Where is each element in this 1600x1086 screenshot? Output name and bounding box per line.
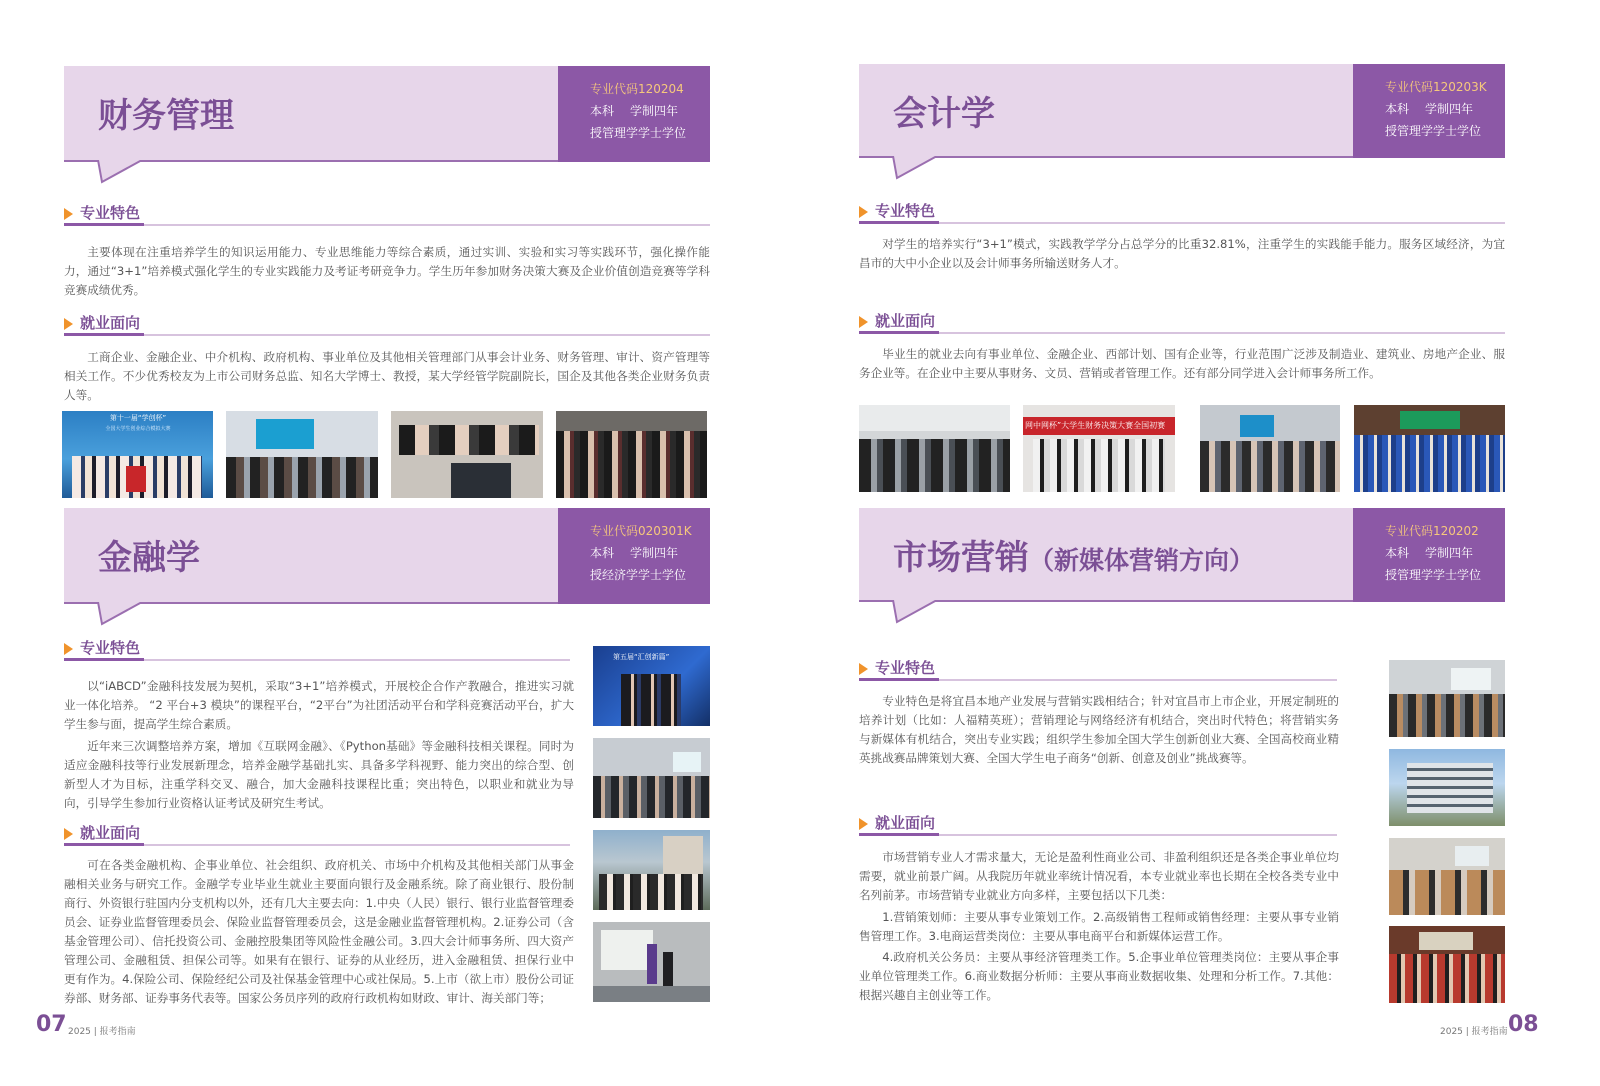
degree-level: 本科 xyxy=(590,104,615,118)
section-heading-features xyxy=(859,200,1505,224)
banner-finance xyxy=(64,508,710,604)
banner-accounting xyxy=(859,64,1505,158)
photo-computer-lab xyxy=(226,411,378,498)
major-code: 专业代码120202 xyxy=(1385,524,1479,538)
degree-level: 本科 xyxy=(590,546,615,560)
arrow-marker-icon xyxy=(859,206,865,218)
major-title xyxy=(893,530,1254,579)
degree-award: 授管理学学士学位 xyxy=(590,126,687,140)
photo-classroom-desks xyxy=(1389,838,1505,915)
page-number: 08 xyxy=(1508,1012,1539,1037)
section-title: 专业特色 xyxy=(80,639,141,657)
study-duration: 学制四年 xyxy=(630,104,679,118)
photo-caption: 第十一届“学创杯” xyxy=(109,414,167,422)
photo-caption: 全国大学生创业综合模拟大赛 xyxy=(105,426,171,432)
features-text-1: 以“iABCD”金融科技发展为契机，采取“3+1”培养模式，开展校企合作产教融合，推进实习就业一体化培养。 “2 平台+3 模块”的课程平台，“2平台”为社团活动平台和学科竞赛活动平台，扩大学生参与面，提高学生综合素质。 xyxy=(64,679,574,731)
photo-award-ceremony xyxy=(62,411,213,498)
major-subtitle: （新媒体营销方向） xyxy=(1029,546,1255,575)
photo-campus-building xyxy=(1389,749,1505,826)
major-title: 金融学 xyxy=(98,538,200,578)
major-info-box xyxy=(1353,508,1505,602)
section-title: 就业面向 xyxy=(875,312,936,330)
page-tag: 2025 | 报考指南 xyxy=(1440,1027,1508,1037)
major-title: 会计学 xyxy=(893,94,995,134)
arrow-marker-icon xyxy=(859,316,865,328)
major-title: 财务管理 xyxy=(98,96,234,136)
banner-finance-mgmt xyxy=(64,66,710,162)
degree-award: 授管理学学士学位 xyxy=(1385,568,1482,582)
section-title: 专业特色 xyxy=(80,204,141,222)
jobs-text: 可在各类金融机构、企事业单位、社会组织、政府机关、市场中介机构及其他相关部门从事金融相关业务与研究工作。金融学专业毕业生就业主要面向银行及金融系统。除了商业银行、股份制商行、外资银行驻国内分支机构以外，还有几大主要去向：1.中央（人民）银行、银行业监督管理委员会、证券业监督管理委员会、保险业监督管理委员会，这是金融业监督管理机构。2.证券公司（含基金管理公司）、信托投资公司、金融控股集团等风险性金融公司。3.四大会计师事务所、四大资产管理公司、金融租赁、担保公司等。如果有在银行、证券的从业经历，进入金融租赁、担保行业中更有作为。4.保险公司、保险经纪公司及社保基金管理中心或社保局。5.上市（欲上市）股份公司证券部、财务部、证券事务代表等。国家公务员序列的政府行政机构如财政、审计、海关部门等； xyxy=(64,858,574,1005)
page-tag: 2025 | 报考指南 xyxy=(68,1027,136,1037)
section-heading-jobs xyxy=(64,822,570,846)
section-title: 专业特色 xyxy=(875,202,936,220)
photo-classroom xyxy=(1389,660,1505,737)
major-code: 专业代码020301K xyxy=(590,524,692,538)
photo-group-outdoor xyxy=(593,830,710,910)
features-text: 对学生的培养实行“3+1”模式，实践教学学分占总学分的比重32.81%，注重学生的实践能手能力。服务区域经济，为宜昌市的大中小企业以及会计师事务所输送财务人才。 xyxy=(859,237,1505,270)
banner-tail xyxy=(94,160,144,184)
major-code: 专业代码120204 xyxy=(590,82,684,96)
arrow-marker-icon xyxy=(859,818,865,830)
section-heading-jobs xyxy=(859,310,1505,334)
photo-computer-lab xyxy=(859,405,1010,492)
photo-caption: 网中网杯”大学生财务决策大赛全国初赛 xyxy=(1025,421,1166,430)
major-title-text: 市场营销 xyxy=(893,538,1029,578)
section-title: 就业面向 xyxy=(80,824,141,842)
photo-students-studying xyxy=(391,411,543,498)
major-info-box xyxy=(558,508,710,604)
jobs-text-2: 1.营销策划师：主要从事专业策划工作。2.高级销售工程师或销售经理：主要从事专业销售管理工作。3.电商运营类岗位：主要从事电商平台和新媒体运营工作。 xyxy=(859,910,1339,943)
banner-marketing xyxy=(859,508,1505,602)
photo-caption: 第五届“汇创新篇” xyxy=(613,653,670,661)
jobs-text: 毕业生的就业去向有事业单位、金融企业、西部计划、国有企业等，行业范围广泛涉及制造业、建筑业、房地产企业、服务企业等。在企业中主要从事财务、文员、营销或者管理工作。还有部分同学进入会计师事务所工作。 xyxy=(859,347,1505,380)
study-duration: 学制四年 xyxy=(1425,546,1474,560)
photo-classroom xyxy=(593,738,710,818)
study-duration: 学制四年 xyxy=(630,546,679,560)
section-title: 就业面向 xyxy=(875,814,936,832)
degree-level: 本科 xyxy=(1385,546,1410,560)
photo-contest-group xyxy=(1023,405,1175,492)
photo-lecture-hall xyxy=(556,411,707,498)
section-heading-features xyxy=(64,637,570,661)
jobs-text-3: 4.政府机关公务员：主要从事经济管理类工作。5.企事业单位管理类岗位：主要从事企事业单位管理类工作。6.商业数据分析师：主要从事商业数据收集、处理和分析工作。7.其他：根据兴趣自主创业等工作。 xyxy=(859,950,1339,1002)
section-title: 就业面向 xyxy=(80,314,141,332)
section-heading-jobs xyxy=(859,812,1337,836)
banner-tail xyxy=(94,602,144,626)
major-info-box xyxy=(1353,64,1505,158)
degree-level: 本科 xyxy=(1385,102,1410,116)
features-text-2: 近年来三次调整培养方案，增加《互联网金融》、《Python基础》等金融科技相关课程。同时为适应金融科技等行业发展新理念，培养金融学基础扎实、具备多学科视野、能力突出的综合型、创新型人才为目标，注重学科交叉、融合，加大金融科技课程比重；突出特色，以职业和就业为导向，引导学生参加行业资格认证考试及研究生考试。 xyxy=(64,739,574,810)
photo-auditorium xyxy=(1389,926,1505,1003)
arrow-marker-icon xyxy=(64,318,70,330)
banner-tail xyxy=(889,600,939,624)
section-title: 专业特色 xyxy=(875,659,936,677)
features-text: 主要体现在注重培养学生的知识运用能力、专业思维能力等综合素质，通过实训、实验和实习等实践环节，强化操作能力，通过“3+1”培养模式强化学生的专业实践能力及考证考研竞争力。学生历年参加财务决策大赛及企业价值创造竞赛等学科竞赛成绩优秀。 xyxy=(64,245,710,297)
degree-award: 授经济学学士学位 xyxy=(590,568,687,582)
features-text: 专业特色是将宜昌本地产业发展与营销实践相结合；针对宜昌市上市企业，开展定制班的培养计划（比如：人福精英班）；营销理论与网络经济有机结合，突出时代特色；将营销实务与新媒体有机结合，突出专业实践；组织学生参加全国大学生创新创业大赛、全国高校商业精英挑战赛品牌策划大赛、全国大学生电子商务“创新、创意及创业”挑战赛等。 xyxy=(859,694,1339,765)
photo-gymnasium-exam xyxy=(1354,405,1505,492)
arrow-marker-icon xyxy=(64,828,70,840)
page-number: 07 xyxy=(36,1012,67,1037)
major-code: 专业代码120203K xyxy=(1385,80,1487,94)
arrow-marker-icon xyxy=(859,663,865,675)
section-heading-features xyxy=(859,657,1337,681)
photo-presentation xyxy=(593,922,710,1002)
jobs-text: 工商企业、金融企业、中介机构、政府机构、事业单位及其他相关管理部门从事会计业务、财务管理、审计、资产管理等相关工作。不少优秀校友为上市公司财务总监、知名大学博士、教授，某大学经管学院副院长，国企及其他各类企业财务负责人等。 xyxy=(64,350,710,402)
photo-students-lab xyxy=(1200,405,1340,492)
photo-competition-stage xyxy=(593,646,710,726)
arrow-marker-icon xyxy=(64,643,70,655)
section-heading-jobs xyxy=(64,312,710,336)
major-info-box xyxy=(558,66,710,162)
arrow-marker-icon xyxy=(64,208,70,220)
banner-tail xyxy=(889,156,939,180)
study-duration: 学制四年 xyxy=(1425,102,1474,116)
section-heading-features xyxy=(64,202,710,226)
jobs-text-1: 市场营销专业人才需求量大，无论是盈利性商业公司、非盈利组织还是各类企事业单位均需要，就业前景广阔。从我院历年就业率统计情况看，本专业就业率也长期在全校各类专业中名列前茅。市场营销专业就业方向多样，主要包括以下几类： xyxy=(859,850,1339,902)
degree-award: 授管理学学士学位 xyxy=(1385,124,1482,138)
